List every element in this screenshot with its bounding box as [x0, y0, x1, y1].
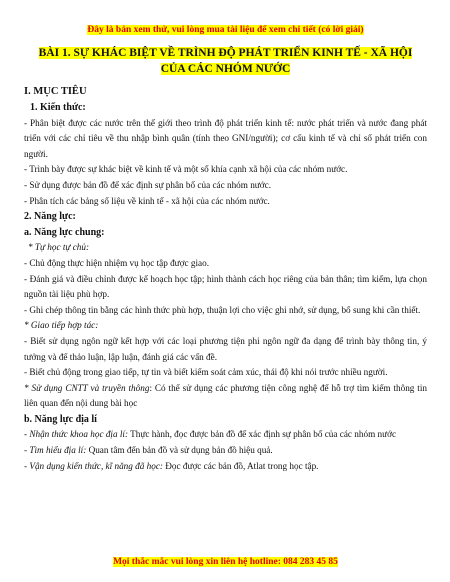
geography-item-2-text: Quan tâm đến bản đồ và sử dụng bản đồ hiệu quả. [86, 445, 273, 456]
self-study-item-3: - Ghi chép thông tin bằng các hình thức phù hợp, thuận lợi cho việc ghi nhớ, sử dụng, bổ sung khi cần thiết. [24, 304, 421, 315]
subheading-general-competence: a. Năng lực chung: [24, 226, 105, 238]
communication-item-2: - Biết chủ động trong giao tiếp, tự tin và biết kiểm soát cảm xúc, thái độ khi nói trước nhiều người. [24, 367, 388, 378]
lesson-title [24, 45, 427, 77]
geography-item-2 [24, 443, 427, 459]
preview-notice [24, 24, 427, 36]
preview-notice-text: Đây là bản xem thử, vui lòng mua tài liệu để xem chi tiết (có lời giải) [87, 25, 364, 35]
geography-item-2-label: - Tìm hiểu địa lí: [24, 445, 87, 456]
ict-text: : Có thể sử dụng các phương tiện công nghệ để hỗ trợ tìm kiếm thông tin liên quan đến nội dung bài học [24, 382, 427, 409]
lesson-title-line2: CỦA CÁC NHÓM NƯỚC [160, 63, 291, 75]
knowledge-item-4: - Phân tích các bảng số liệu về kinh tế - xã hội của các nhóm nước. [24, 195, 270, 206]
geography-item-1-text: Thực hành, đọc được bản đồ để xác định sự phân bố của các nhóm nước [128, 429, 397, 440]
subheading-knowledge: 1. Kiến thức: [30, 102, 86, 113]
self-study-item-2: - Đánh giá và điều chỉnh được kế hoạch học tập; hình thành cách học riêng của bản thân; tìm kiếm, lựa chọn nguồn tài liệu phù hợp. [24, 273, 427, 300]
hotline-notice-text: Mọi thắc mắc vui lòng xin liên hệ hotline: 084 283 45 85 [113, 557, 338, 567]
geography-item-3-text: Đọc được các bản đồ, Atlat trong học tập. [162, 460, 319, 471]
communication-item-1: - Biết sử dụng ngôn ngữ kết hợp với các loại phương tiện phi ngôn ngữ đa dạng để trình bày thông tin, ý tưởng và để thảo luận, lập luận, đánh giá các vấn đề. [24, 335, 427, 362]
document-page [24, 0, 427, 582]
subheading-geography-competence: b. Năng lực địa lí [24, 413, 97, 425]
knowledge-item-1: - Phân biệt được các nước trên thế giới theo trình độ phát triển kinh tế: nước phát triển và nước đang phát triển với các chỉ tiêu về thu nhập bình quân (tính theo GNI/người); cơ cấu kinh tế và chỉ số phát triển con người. [24, 117, 427, 159]
self-study-item-1: - Chủ động thực hiện nhiệm vụ học tập được giao. [24, 257, 210, 268]
knowledge-item-3: - Sử dụng được bản đồ để xác định sự phân bố của các nhóm nước. [24, 179, 272, 190]
subheading-competence: 2. Năng lực: [24, 211, 76, 223]
section-heading-objectives: I. MỤC TIÊU [24, 86, 87, 97]
ict-paragraph [24, 381, 427, 412]
geography-item-3-label: - Vận dụng kiến thức, kĩ năng đã học: [24, 460, 163, 471]
geography-item-3 [24, 459, 427, 475]
communication-heading: * Giao tiếp hợp tác: [24, 320, 99, 331]
geography-item-1 [24, 427, 427, 443]
ict-heading: * Sử dụng CNTT và truyền thông [24, 382, 150, 393]
hotline-notice [24, 556, 427, 568]
document-body [24, 84, 427, 474]
self-study-heading: * Tự học tự chủ: [28, 242, 90, 253]
geography-item-1-label: - Nhận thức khoa học địa lí: [24, 429, 129, 440]
knowledge-item-2: - Trình bày được sự khác biệt về kinh tế và một số khía cạnh xã hội của các nhóm nước. [24, 164, 348, 175]
lesson-title-line1: BÀI 1. SỰ KHÁC BIỆT VỀ TRÌNH ĐỘ PHÁT TRIỂN KINH TẾ - XÃ HỘI [38, 47, 413, 59]
